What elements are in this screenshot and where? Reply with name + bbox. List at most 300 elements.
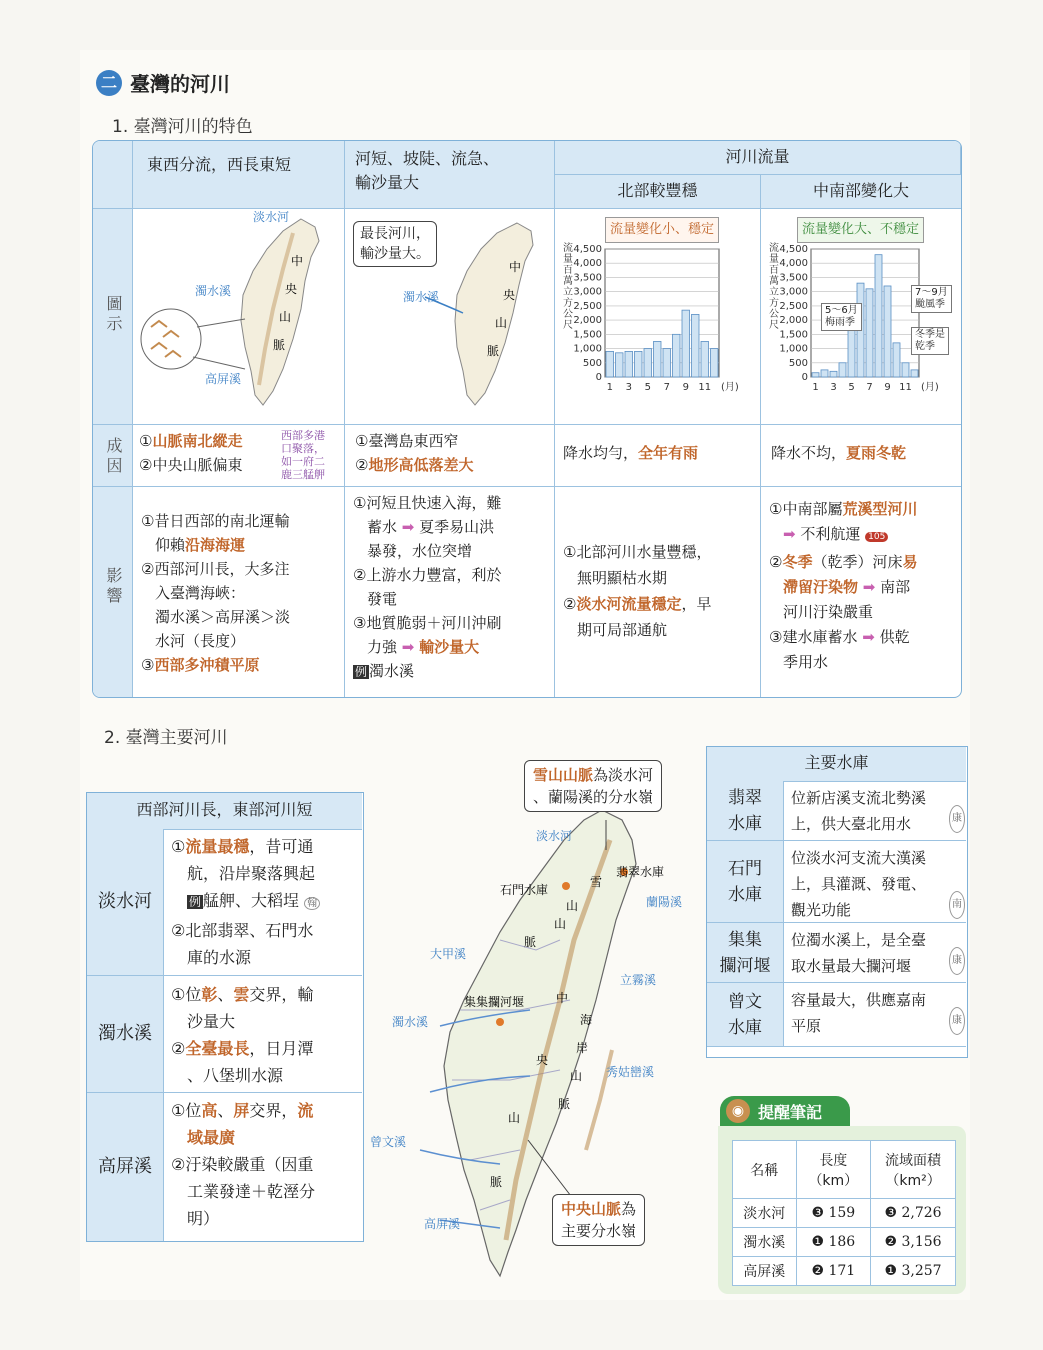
snow-3: 山 bbox=[554, 917, 567, 931]
side-note-l2: 口聚落， bbox=[281, 442, 325, 455]
head-short-steep bbox=[345, 141, 555, 209]
chart-xtick: 11 bbox=[899, 382, 912, 393]
chart-bar bbox=[644, 349, 652, 377]
cause-c4 bbox=[761, 425, 961, 487]
chart-xtick: 1 bbox=[606, 382, 613, 393]
chart-bar bbox=[812, 373, 819, 377]
impact-c2-1-l3: 暴發，水位突增 bbox=[367, 542, 473, 560]
chart-ylabel-char: 流 bbox=[769, 243, 779, 254]
chart-ylabel-char: 流 bbox=[563, 243, 573, 254]
note-typhoon-l1: 7～9月 bbox=[915, 287, 948, 298]
note-plum-l2: 梅雨季 bbox=[825, 317, 855, 328]
impact-c4-3-b: 供乾 bbox=[879, 628, 910, 646]
head-north: 北部較豐穩 bbox=[555, 175, 761, 209]
impact-c4 bbox=[761, 487, 961, 697]
length-value: 171 bbox=[828, 1263, 856, 1279]
map2-cmr-3: 山 bbox=[495, 316, 508, 330]
impact-c2-2-l1: ②上游水力豐富，利於 bbox=[353, 566, 502, 584]
arrow-icon: ➡ bbox=[783, 525, 796, 543]
reservoir-name bbox=[707, 983, 784, 1046]
bigmap-label-xiuguluan: 秀姑巒溪 bbox=[606, 1065, 655, 1079]
corner-cell bbox=[93, 141, 133, 209]
figure-map2-cell bbox=[345, 209, 555, 425]
river-name-zhuoshui: 濁水溪 bbox=[87, 976, 164, 1093]
arrow-icon: ➡ bbox=[401, 638, 415, 656]
reservoir-name-line: 集集 bbox=[728, 929, 762, 950]
reservoir-desc bbox=[791, 845, 963, 923]
reservoir-desc-line: 平原 bbox=[791, 1017, 822, 1035]
reservoir-name-line: 石門 bbox=[728, 858, 762, 879]
side-note-l3: 如一府二 bbox=[281, 455, 325, 468]
notes-h-len-b: （km） bbox=[808, 1172, 859, 1189]
chart-ytick: 4,000 bbox=[573, 258, 602, 270]
area-value: 3,156 bbox=[901, 1234, 942, 1250]
impact-c4-2-d: 易 bbox=[902, 553, 918, 571]
bigmap-label-liwu: 立霧溪 bbox=[620, 973, 657, 987]
cause-side-note bbox=[281, 429, 339, 481]
cause-c2-line1: ①臺灣島東西窄 bbox=[355, 432, 459, 450]
reservoirs-table bbox=[706, 746, 968, 1058]
bigmap-label-zhuoshui: 濁水溪 bbox=[392, 1015, 429, 1029]
chart-ytick: 4,000 bbox=[779, 258, 808, 270]
monkey-icon: ◉ bbox=[726, 1099, 750, 1123]
callout-top-b: 為淡水河 bbox=[593, 766, 654, 784]
chart-ytick: 500 bbox=[788, 357, 808, 369]
zhuoshui-l3a: ② bbox=[171, 1039, 186, 1058]
notes-h-name: 名稱 bbox=[733, 1141, 797, 1199]
chart-bar bbox=[692, 314, 700, 377]
bigmap-label-gaoping: 高屏溪 bbox=[424, 1217, 461, 1231]
chart-ylabel-char: 尺 bbox=[563, 320, 573, 331]
chart-bar bbox=[616, 353, 624, 377]
map1-cmr-2: 央 bbox=[285, 282, 298, 296]
gaoping-widest: 域最廣 bbox=[187, 1128, 236, 1147]
impact-c3-2-n: ② bbox=[563, 595, 577, 613]
chart-ytick: 3,000 bbox=[573, 286, 602, 298]
tamsui-l1c: ，昔可通 bbox=[249, 837, 314, 856]
notes-river-name: 濁水溪 bbox=[733, 1228, 797, 1257]
area-value: 2,726 bbox=[901, 1205, 942, 1221]
chart-xtick: 9 bbox=[884, 382, 891, 393]
reservoir-name-line: 攔河堰 bbox=[719, 955, 771, 976]
chart-bar bbox=[875, 255, 882, 377]
chart-bar bbox=[625, 351, 633, 377]
reservoir-desc-line: 位淡水河支流大漢溪 bbox=[791, 849, 927, 867]
part1-title: 1. 臺灣河川的特色 bbox=[112, 117, 253, 137]
chart-bar bbox=[701, 341, 709, 377]
cause-c3 bbox=[555, 425, 761, 487]
rivers-header: 西部河川長，東部河川短 bbox=[87, 793, 362, 830]
arrow-icon: ➡ bbox=[862, 628, 875, 646]
taiwan-map-1 bbox=[133, 209, 343, 423]
bigmap-label-zengwen: 曾文溪 bbox=[370, 1135, 407, 1149]
notes-length bbox=[796, 1257, 871, 1286]
chart-ylabel-char: 方 bbox=[563, 298, 573, 309]
bigmap-label-tamsui: 淡水河 bbox=[536, 829, 573, 843]
impact-c4-2-a: ② bbox=[769, 553, 783, 571]
chart-ylabel-char: 萬 bbox=[769, 276, 779, 287]
chart-bar bbox=[839, 363, 846, 377]
chart-south-note-plum bbox=[821, 303, 862, 331]
zhuoshui-l2: 沙量大 bbox=[187, 1012, 236, 1031]
map2-cmr-2: 央 bbox=[503, 288, 516, 302]
chart-north bbox=[555, 239, 759, 419]
snow-4: 脈 bbox=[524, 935, 537, 949]
row-cause-label: 成因 bbox=[104, 437, 123, 477]
reservoir-desc-line: 容量最大，供應嘉南 bbox=[791, 991, 927, 1009]
reservoir-desc-line: 位濁水溪上，是全臺 bbox=[791, 931, 927, 949]
chart-south-banner: 流量變化大、不穩定 bbox=[797, 217, 924, 243]
impact-c2-1-l2b: 夏季易山洪 bbox=[419, 518, 495, 536]
notes-river-name: 淡水河 bbox=[733, 1199, 797, 1228]
publisher-tag: 南 bbox=[949, 891, 965, 919]
reservoir-row bbox=[707, 923, 966, 983]
map1-cmr-3: 山 bbox=[279, 310, 292, 324]
river-desc-tamsui bbox=[171, 833, 359, 971]
cause-c1-n1: ① bbox=[139, 432, 153, 450]
section-title: 臺灣的河川 bbox=[130, 72, 230, 96]
gaoping-l1a: ①位 bbox=[171, 1101, 202, 1120]
map1-cmr-1: 中 bbox=[291, 254, 304, 268]
snow-1: 雪 bbox=[590, 875, 603, 889]
chart-ytick: 1,000 bbox=[573, 343, 602, 355]
section-badge: 二 bbox=[96, 70, 122, 96]
callout-bot-c: 主要分水嶺 bbox=[561, 1222, 637, 1240]
impact-c4-2-g: 河川汙染嚴重 bbox=[783, 603, 874, 621]
impact-c2-4-zhuoshui: 濁水溪 bbox=[369, 662, 415, 680]
reservoirs-header: 主要水庫 bbox=[707, 747, 966, 782]
chart-bar bbox=[902, 363, 909, 377]
impact-c3-2-tamsui: 淡水河流量穩定 bbox=[576, 595, 682, 613]
chart-ytick: 1,500 bbox=[779, 329, 808, 341]
chart-ytick: 3,500 bbox=[779, 272, 808, 284]
tamsui-n1: ① bbox=[171, 837, 186, 856]
cause-c1 bbox=[133, 425, 345, 487]
publisher-tag: 康 bbox=[949, 805, 965, 833]
length-value: 159 bbox=[828, 1205, 856, 1221]
chart-xtick: 7 bbox=[663, 382, 670, 393]
notes-h-area-b: （km²） bbox=[885, 1172, 941, 1189]
reservoir-name-line: 水庫 bbox=[728, 884, 762, 905]
publisher-tag: 翰 bbox=[304, 897, 320, 910]
impact-c3-1-l1: ①北部河川水量豐穩， bbox=[563, 543, 712, 561]
impact-c4-1-b: 荒溪型河川 bbox=[842, 500, 918, 518]
arrow-icon: ➡ bbox=[862, 578, 876, 596]
chart-xtick: 11 bbox=[698, 382, 712, 393]
notes-area bbox=[871, 1199, 956, 1228]
cause-c3-a: 降水均勻， bbox=[563, 444, 639, 462]
chart-bar bbox=[821, 370, 828, 377]
chart-ytick: 1,000 bbox=[779, 343, 808, 355]
reservoir-name-line: 水庫 bbox=[728, 813, 762, 834]
notes-length bbox=[796, 1199, 871, 1228]
reservoir-row bbox=[707, 841, 966, 923]
chart-xtick: 5 bbox=[644, 382, 651, 393]
impact-c1-2-l1: ②西部河川長，大多注 bbox=[141, 560, 290, 578]
chart-bar bbox=[866, 289, 873, 377]
impact-c4-2-c: （乾季）河床 bbox=[812, 553, 903, 571]
callout-bot-b: 為 bbox=[621, 1200, 637, 1218]
notes-row bbox=[733, 1257, 956, 1286]
notes-area bbox=[871, 1228, 956, 1257]
reservoir-name bbox=[707, 841, 784, 922]
map2-callout-l1: 最長河川， bbox=[360, 226, 430, 242]
cause-c4-b: 夏雨冬乾 bbox=[846, 444, 907, 462]
zhuoshui-l1b: 彰 bbox=[201, 985, 218, 1004]
row-figure bbox=[93, 209, 133, 425]
impact-c3-2-d: 期可局部通航 bbox=[577, 621, 668, 639]
rank-badge: ❷ bbox=[811, 1263, 824, 1279]
cmr-4: 脈 bbox=[490, 1175, 503, 1189]
cause-c1-line2: ②中央山脈偏東 bbox=[139, 456, 243, 474]
gaoping-l1b: 高 bbox=[201, 1101, 218, 1120]
side-note-l1: 西部多港 bbox=[281, 429, 325, 442]
cause-c4-a: 降水不均， bbox=[771, 444, 847, 462]
notes-tab bbox=[720, 1096, 850, 1126]
chart-xtick: 1 bbox=[812, 382, 819, 393]
head-south: 中南部變化大 bbox=[761, 175, 961, 209]
notes-river-name: 高屏溪 bbox=[733, 1257, 797, 1286]
cmr-3: 山 bbox=[508, 1111, 521, 1125]
tamsui-stable: 流量最穩 bbox=[185, 837, 250, 856]
notes-area bbox=[871, 1257, 956, 1286]
impact-c3-2-c: ，早 bbox=[681, 595, 712, 613]
rank-badge: ❷ bbox=[884, 1234, 898, 1250]
reservoir-name-line: 曾文 bbox=[728, 991, 762, 1012]
cause-c3-b: 全年有雨 bbox=[638, 444, 699, 462]
impact-c4-2-e: 滯留汙染物 bbox=[783, 578, 859, 596]
rank-badge: ❸ bbox=[884, 1205, 898, 1221]
impact-c4-1-a: ①中南部屬 bbox=[769, 500, 843, 518]
chart-ytick: 4,500 bbox=[573, 244, 602, 255]
coast-2: 岸 bbox=[576, 1041, 589, 1055]
chart-ytick: 2,000 bbox=[573, 315, 602, 327]
features-table bbox=[92, 140, 962, 698]
chart-bar bbox=[884, 286, 891, 377]
publisher-tag: 康 bbox=[949, 1007, 965, 1035]
notes-h-area bbox=[871, 1141, 956, 1199]
cmr-2: 央 bbox=[536, 1053, 549, 1067]
side-note-l4: 鹿三艋舺 bbox=[281, 468, 325, 481]
map1-label-tamsui: 淡水河 bbox=[253, 210, 290, 224]
impact-c1-l2a: 仰賴 bbox=[155, 536, 186, 554]
note-dry-l2: 乾季 bbox=[915, 341, 935, 352]
chart-ylabel-char: 萬 bbox=[563, 276, 573, 287]
rank-badge: ❸ bbox=[811, 1205, 824, 1221]
row-figure-label: 圖示 bbox=[104, 295, 123, 335]
reservoir-desc-line: 位新店溪支流北勢溪 bbox=[791, 789, 927, 807]
chart-bar bbox=[830, 371, 837, 377]
impact-c2-1-l2a: 蓄水 bbox=[367, 518, 398, 536]
map2-callout bbox=[353, 221, 437, 267]
zhuoshui-l1e: 交界，輸 bbox=[249, 985, 314, 1004]
impact-c1-3-plain: 西部多沖積平原 bbox=[154, 656, 260, 674]
map2-callout-l2: 輸沙量大。 bbox=[360, 246, 430, 262]
reservoir-desc-line: 上，供大臺北用水 bbox=[791, 815, 912, 833]
zhuoshui-l3c: ，日月潭 bbox=[249, 1039, 314, 1058]
chart-south-note-typhoon bbox=[911, 285, 952, 313]
callout-snow-mountains bbox=[524, 760, 662, 812]
note-typhoon-l2: 颱風季 bbox=[915, 299, 945, 310]
note-plum-l1: 5～6月 bbox=[825, 305, 858, 316]
chart-bar bbox=[654, 341, 662, 377]
area-value: 3,257 bbox=[901, 1263, 942, 1279]
gaoping-l1f: 流 bbox=[297, 1101, 314, 1120]
figure-chart-north-cell bbox=[555, 209, 761, 425]
chart-bar bbox=[911, 370, 918, 377]
impact-c2-2-l2: 發電 bbox=[367, 590, 398, 608]
example-tag: 例 bbox=[189, 895, 202, 909]
chart-bar bbox=[606, 351, 614, 377]
impact-c3-1-l2: 無明顯枯水期 bbox=[577, 569, 668, 587]
gaoping-l1c: 、 bbox=[217, 1101, 234, 1120]
bigmap-label-shimen: 石門水庫 bbox=[500, 883, 549, 897]
chart-bar bbox=[673, 334, 681, 377]
figure-map1-cell bbox=[133, 209, 345, 425]
zhuoshui-l1a: ①位 bbox=[171, 985, 202, 1004]
impact-c4-1-c: 不利航運 bbox=[800, 525, 861, 543]
reservoir-row bbox=[707, 781, 966, 841]
zhuoshui-longest: 全臺最長 bbox=[185, 1039, 250, 1058]
chart-ylabel-char: 立 bbox=[769, 287, 779, 298]
map2-label-zhuoshui: 濁水溪 bbox=[403, 290, 440, 304]
impact-c2 bbox=[345, 487, 555, 697]
reservoir-desc bbox=[791, 785, 963, 837]
reservoir-desc-line: 取水量最大攔河堰 bbox=[791, 957, 912, 975]
chart-ytick: 1,500 bbox=[573, 329, 602, 341]
coast-1: 海 bbox=[580, 1013, 593, 1027]
notes-table bbox=[732, 1140, 956, 1286]
reservoir-name bbox=[707, 781, 784, 840]
callout-top-a: 雪山山脈 bbox=[533, 766, 594, 784]
reservoir-desc bbox=[791, 927, 963, 979]
gaoping-l4: 工業發達＋乾溼分 bbox=[187, 1182, 316, 1201]
reservoir-name bbox=[707, 923, 784, 982]
impact-c1-2-l3: 濁水溪＞高屏溪＞淡 bbox=[155, 608, 291, 626]
cause-c1-mountains: 山脈南北縱走 bbox=[152, 432, 243, 450]
note-dry-l1: 冬季是 bbox=[915, 329, 945, 340]
callout-top-c: 、蘭陽溪的分水嶺 bbox=[533, 788, 654, 806]
reservoir-desc-line: 上，具灌溉、發電、 bbox=[791, 875, 927, 893]
tamsui-l2: 航，沿岸聚落興起 bbox=[187, 864, 316, 883]
chart-xlabel: (月) bbox=[721, 382, 739, 393]
head-east-west: 東西分流，西長東短 bbox=[133, 141, 345, 209]
impact-c4-3-c: 季用水 bbox=[783, 653, 829, 671]
chart-ylabel-char: 方 bbox=[769, 298, 779, 309]
callout-central-mountains bbox=[552, 1194, 645, 1246]
notes-h-len-a: 長度 bbox=[819, 1152, 848, 1169]
chart-south-note-dry bbox=[911, 327, 949, 355]
reservoir-row bbox=[707, 983, 966, 1047]
chart-xtick: 3 bbox=[830, 382, 837, 393]
chart-ylabel-char: 百 bbox=[769, 265, 779, 276]
gaoping-l3: ②汙染較嚴重（因重 bbox=[171, 1155, 314, 1174]
chart-ytick: 2,500 bbox=[573, 300, 602, 312]
chart-xtick: 5 bbox=[848, 382, 855, 393]
chart-xtick: 9 bbox=[682, 382, 689, 393]
reservoir-desc-line: 觀光功能 bbox=[791, 901, 852, 919]
cause-c2-terrain: 地形高低落差大 bbox=[368, 456, 474, 474]
coast-4: 脈 bbox=[558, 1097, 571, 1111]
exam-year-badge: 105 bbox=[865, 532, 888, 542]
chart-bar bbox=[893, 343, 900, 377]
impact-c1-coastal: 沿海海運 bbox=[185, 536, 246, 554]
chart-ytick: 3,000 bbox=[779, 286, 808, 298]
impact-c4-2-f: 南部 bbox=[880, 578, 911, 596]
reservoir-name-line: 水庫 bbox=[728, 1017, 762, 1038]
bigmap-label-jiji: 集集攔河堰 bbox=[464, 995, 525, 1009]
row-cause bbox=[93, 425, 133, 487]
gaoping-l1e: 交界， bbox=[249, 1101, 298, 1120]
gaoping-l1d: 屏 bbox=[233, 1101, 250, 1120]
rank-badge: ❶ bbox=[884, 1263, 898, 1279]
chart-ylabel-char: 百 bbox=[563, 265, 573, 276]
chart-ytick: 2,500 bbox=[779, 300, 808, 312]
bigmap-label-dajia: 大甲溪 bbox=[430, 947, 467, 961]
chart-ylabel-char: 公 bbox=[769, 309, 779, 320]
head-short-steep-l2: 輸沙量大 bbox=[355, 173, 420, 192]
impact-c2-3-l1: ③地質脆弱＋河川沖刷 bbox=[353, 614, 502, 632]
head-flow: 河川流量 bbox=[555, 141, 961, 175]
row-impact bbox=[93, 487, 133, 697]
chart-ytick: 500 bbox=[582, 357, 602, 369]
chart-ytick: 0 bbox=[595, 372, 602, 383]
notes-h-len bbox=[796, 1141, 871, 1199]
map2-cmr-1: 中 bbox=[509, 260, 522, 274]
chart-ytick: 4,500 bbox=[779, 244, 808, 255]
reservoir-desc bbox=[791, 987, 963, 1039]
chart-bar bbox=[848, 326, 855, 377]
tamsui-l4: ②北部翡翠、石門水 bbox=[171, 921, 314, 940]
example-tag: 例 bbox=[355, 665, 368, 679]
callout-bot-a: 中央山脈 bbox=[561, 1200, 622, 1218]
rank-badge: ❶ bbox=[811, 1234, 824, 1250]
impact-c1-2-l4: 水河（長度） bbox=[155, 632, 246, 650]
impact-c2-1-l1: ①河短且快速入海，難 bbox=[353, 494, 502, 512]
bigmap-label-lanyang: 蘭陽溪 bbox=[646, 895, 683, 909]
river-desc-gaoping bbox=[171, 1097, 359, 1232]
chart-xtick: 7 bbox=[866, 382, 873, 393]
cause-c2 bbox=[345, 425, 555, 487]
chart-xtick: 3 bbox=[625, 382, 632, 393]
notes-row bbox=[733, 1228, 956, 1257]
impact-c1-2-l2: 入臺灣海峽： bbox=[155, 584, 246, 602]
map1-label-zhuoshui: 濁水溪 bbox=[195, 284, 232, 298]
cmr-1: 中 bbox=[556, 991, 569, 1005]
chart-bar bbox=[682, 310, 690, 377]
part2-title: 2. 臺灣主要河川 bbox=[104, 728, 228, 748]
chart-ytick: 3,500 bbox=[573, 272, 602, 284]
tamsui-l5: 庫的水源 bbox=[187, 948, 252, 967]
chart-ylabel-char: 立 bbox=[563, 287, 573, 298]
rivers-table bbox=[86, 792, 364, 1242]
publisher-tag: 康 bbox=[949, 947, 965, 975]
gaoping-l5: 明） bbox=[187, 1209, 220, 1228]
map1-label-gaoping: 高屏溪 bbox=[205, 372, 242, 386]
river-name-tamsui: 淡水河 bbox=[87, 829, 164, 976]
impact-c2-3-sediment: 輸沙量大 bbox=[419, 638, 480, 656]
impact-c4-3-a: ③建水庫蓄水 bbox=[769, 628, 858, 646]
impact-c1 bbox=[133, 487, 345, 697]
impact-c4-2-b: 冬季 bbox=[782, 553, 813, 571]
zhuoshui-l4: 、八堡圳水源 bbox=[187, 1066, 284, 1085]
river-name-gaoping: 高屏溪 bbox=[87, 1093, 164, 1241]
chart-xlabel: (月) bbox=[921, 382, 939, 393]
snow-2: 山 bbox=[566, 899, 579, 913]
notes-h-area-a: 流域面積 bbox=[885, 1152, 942, 1169]
head-short-steep-l1: 河短、坡陡、流急、 bbox=[355, 149, 500, 168]
zhuoshui-l1c: 、 bbox=[217, 985, 234, 1004]
